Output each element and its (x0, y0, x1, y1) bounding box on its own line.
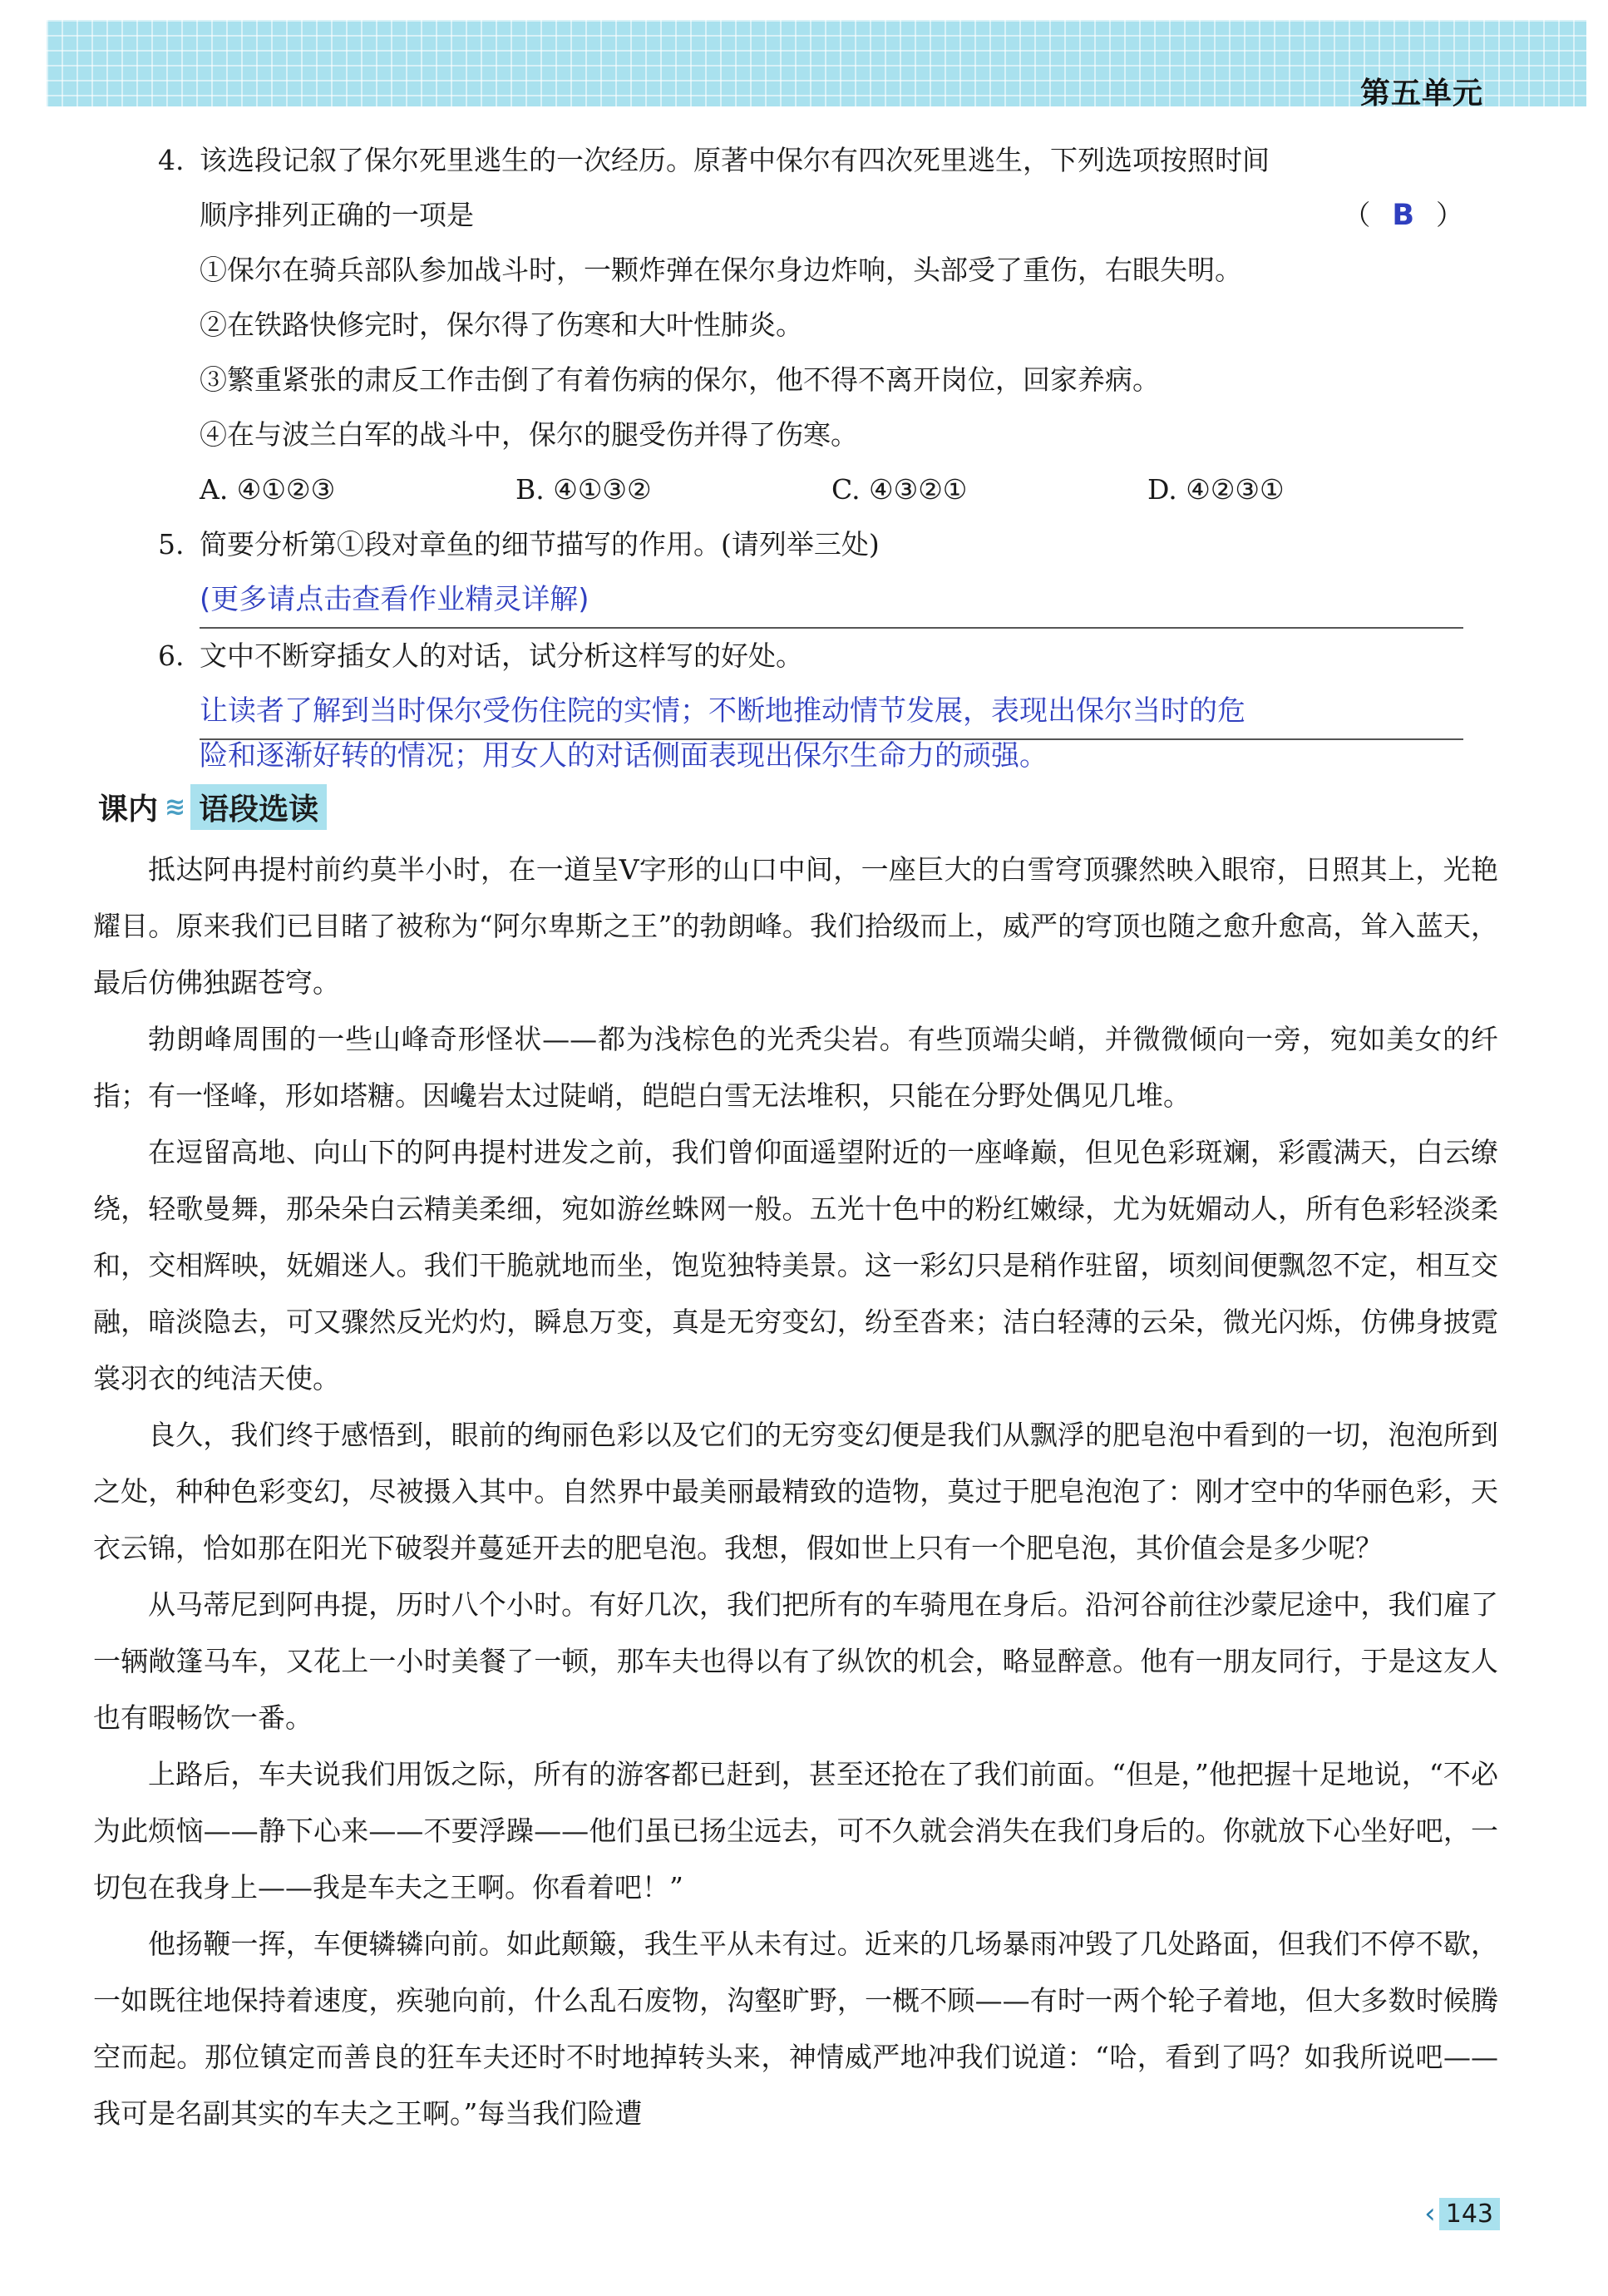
q4-item: ②在铁路快修完时，保尔得了伤寒和大叶性肺炎。 (200, 309, 803, 341)
q4-item: ①保尔在骑兵部队参加战斗时，一颗炸弹在保尔身边炸响，头部受了重伤，右眼失明。 (200, 254, 1242, 286)
q4-item: ③繁重紧张的肃反工作击倒了有着伤病的保尔，他不得不离开岗位，回家养病。 (200, 363, 1160, 396)
q4-answer: B (1392, 199, 1414, 232)
q6-number: 6. (158, 639, 185, 672)
q4-option-c: C. ④③②① (831, 473, 968, 506)
passage-paragraph: 抵达阿冉提村前约莫半小时，在一道呈V字形的山口中间，一座巨大的白雪穹顶骤然映入眼帘，日照其上，光艳耀目。原来我们已目睹了被称为“阿尔卑斯之王”的勃朗峰。我们拾级而上，威严的穹顶也随之愈升愈高，耸入蓝天，最后仿佛独踞苍穹。 (93, 853, 1498, 999)
questions-block (158, 133, 1463, 783)
chevron-left-icon: ‹ (1424, 2197, 1436, 2230)
q5-answer-link[interactable]: (更多请点击查看作业精灵详解) (200, 583, 589, 616)
q4-option-b: B. ④①③② (515, 473, 652, 506)
passage-paragraph: 他扬鞭一挥，车便辚辚向前。如此颠簸，我生平从未有过。近来的几场暴雨冲毁了几处路面，但我们不停不歇，一如既往地保持着速度，疾驰向前，什么乱石废物，沟壑旷野，一概不顾——有时一两个轮子着地，但大多数时候腾空而起。那位镇定而善良的狂车夫还时不时地掉转头来，神情威严地冲我们说道：“哈，看到了吗？如我所说吧——我可是名副其实的车夫之王啊。”每当我们险遭 (93, 1928, 1498, 2130)
page-number (1424, 2197, 1500, 2230)
passage-paragraph: 良久，我们终于感悟到，眼前的绚丽色彩以及它们的无穷变幻便是我们从飘浮的肥皂泡中看到的一切，泡泡所到之处，种种色彩变幻，尽被摄入其中。自然界中最美丽最精致的造物，莫过于肥皂泡泡了：刚才空中的华丽色彩，天衣云锦，恰如那在阳光下破裂并蔓延开去的肥皂泡。我想，假如世上只有一个肥皂泡，其价值会是多少呢？ (93, 1419, 1498, 1564)
passage-paragraph: 勃朗峰周围的一些山峰奇形怪状——都为浅棕色的光秃尖岩。有些顶端尖峭，并微微倾向一旁，宛如美女的纤指；有一怪峰，形如塔糖。因巉岩太过陡峭，皑皑白雪无法堆积，只能在分野处偶见几堆。 (93, 1023, 1498, 1112)
q6-answer-text1: 让读者了解到当时保尔受伤住院的实情；不断地推动情节发展，表现出保尔当时的危 (200, 694, 1245, 728)
unit-title: 第五单元 (1359, 77, 1483, 111)
section-prefix: 课内 (98, 792, 159, 827)
q4-stem-text2: 顺序排列正确的一项是 (200, 199, 474, 231)
passage-paragraph: 在逗留高地、向山下的阿冉提村进发之前，我们曾仰面遥望附近的一座峰巅，但见色彩斑斓，彩霞满天，白云缭绕，轻歌曼舞，那朵朵白云精美柔细，宛如游丝蛛网一般。五光十色中的粉红嫩绿，尤为妩媚动人，所有色彩轻淡柔和，交相辉映，妩媚迷人。我们干脆就地而坐，饱览独特美景。这一彩幻只是稍作驻留，顷刻间便飘忽不定，相互交融，暗淡隐去，可又骤然反光灼灼，瞬息万变，真是无穷变幻，纷至沓来；洁白轻薄的云朵，微光闪烁，仿佛身披霓裳羽衣的纯洁天使。 (93, 1136, 1498, 1395)
q4-stem-line1 (158, 133, 1463, 188)
passage-paragraph: 从马蒂尼到阿冉提，历时八个小时。有好几次，我们把所有的车骑甩在身后。沿河谷前往沙蒙尼途中，我们雇了一辆敞篷马车，又花上一小时美餐了一顿，那车夫也得以有了纵饮的机会，略显醉意。他有一朋友同行，于是这友人也有暇畅饮一番。 (93, 1588, 1498, 1734)
reading-passage (93, 842, 1498, 2142)
q4-paren-close: ） (1436, 199, 1463, 231)
q4-stem-text1: 该选段记叙了保尔死里逃生的一次经历。原著中保尔有四次死里逃生，下列选项按照时间 (200, 144, 1270, 176)
q4-paren-open: （ (1343, 199, 1371, 231)
header-band (47, 20, 1586, 106)
q6-stem-text: 文中不断穿插女人的对话，试分析这样写的好处。 (200, 639, 803, 672)
wave-icon: ≋ (165, 792, 186, 822)
q5-answer-line (158, 572, 1463, 627)
q6-answer-line2 (158, 728, 1463, 783)
q4-answer-slot (1343, 188, 1463, 243)
q5-number: 5. (158, 528, 185, 560)
q5-stem-text: 简要分析第①段对章鱼的细节描写的作用。(请列举三处) (200, 528, 880, 560)
q5-stem (158, 517, 1463, 572)
q4-item: ④在与波兰白军的战斗中，保尔的腿受伤并得了伤寒。 (200, 418, 858, 451)
q4-option-d: D. ④②③① (1147, 473, 1285, 506)
q4-number: 4. (158, 144, 185, 176)
q4-options (158, 462, 1463, 517)
q6-answer-text2: 险和逐渐好转的情况；用女人的对话侧面表现出保尔生命力的顽强。 (200, 739, 1048, 773)
q4-stem-line2 (158, 188, 1463, 243)
q4-option-a: A. ④①②③ (200, 473, 336, 506)
section-heading (98, 782, 327, 832)
page-number-value: 143 (1439, 2198, 1500, 2230)
section-tag: 语段选读 (190, 784, 327, 830)
passage-paragraph: 上路后，车夫说我们用饭之际，所有的游客都已赶到，甚至还抢在了我们前面。“但是，”他把握十足地说，“不必为此烦恼——静下心来——不要浮躁——他们虽已扬尘远去，可不久就会消失在我们身后的。你就放下心坐好吧，一切包在我身上——我是车夫之王啊。你看着吧！” (93, 1758, 1498, 1903)
q6-stem (158, 629, 1463, 684)
